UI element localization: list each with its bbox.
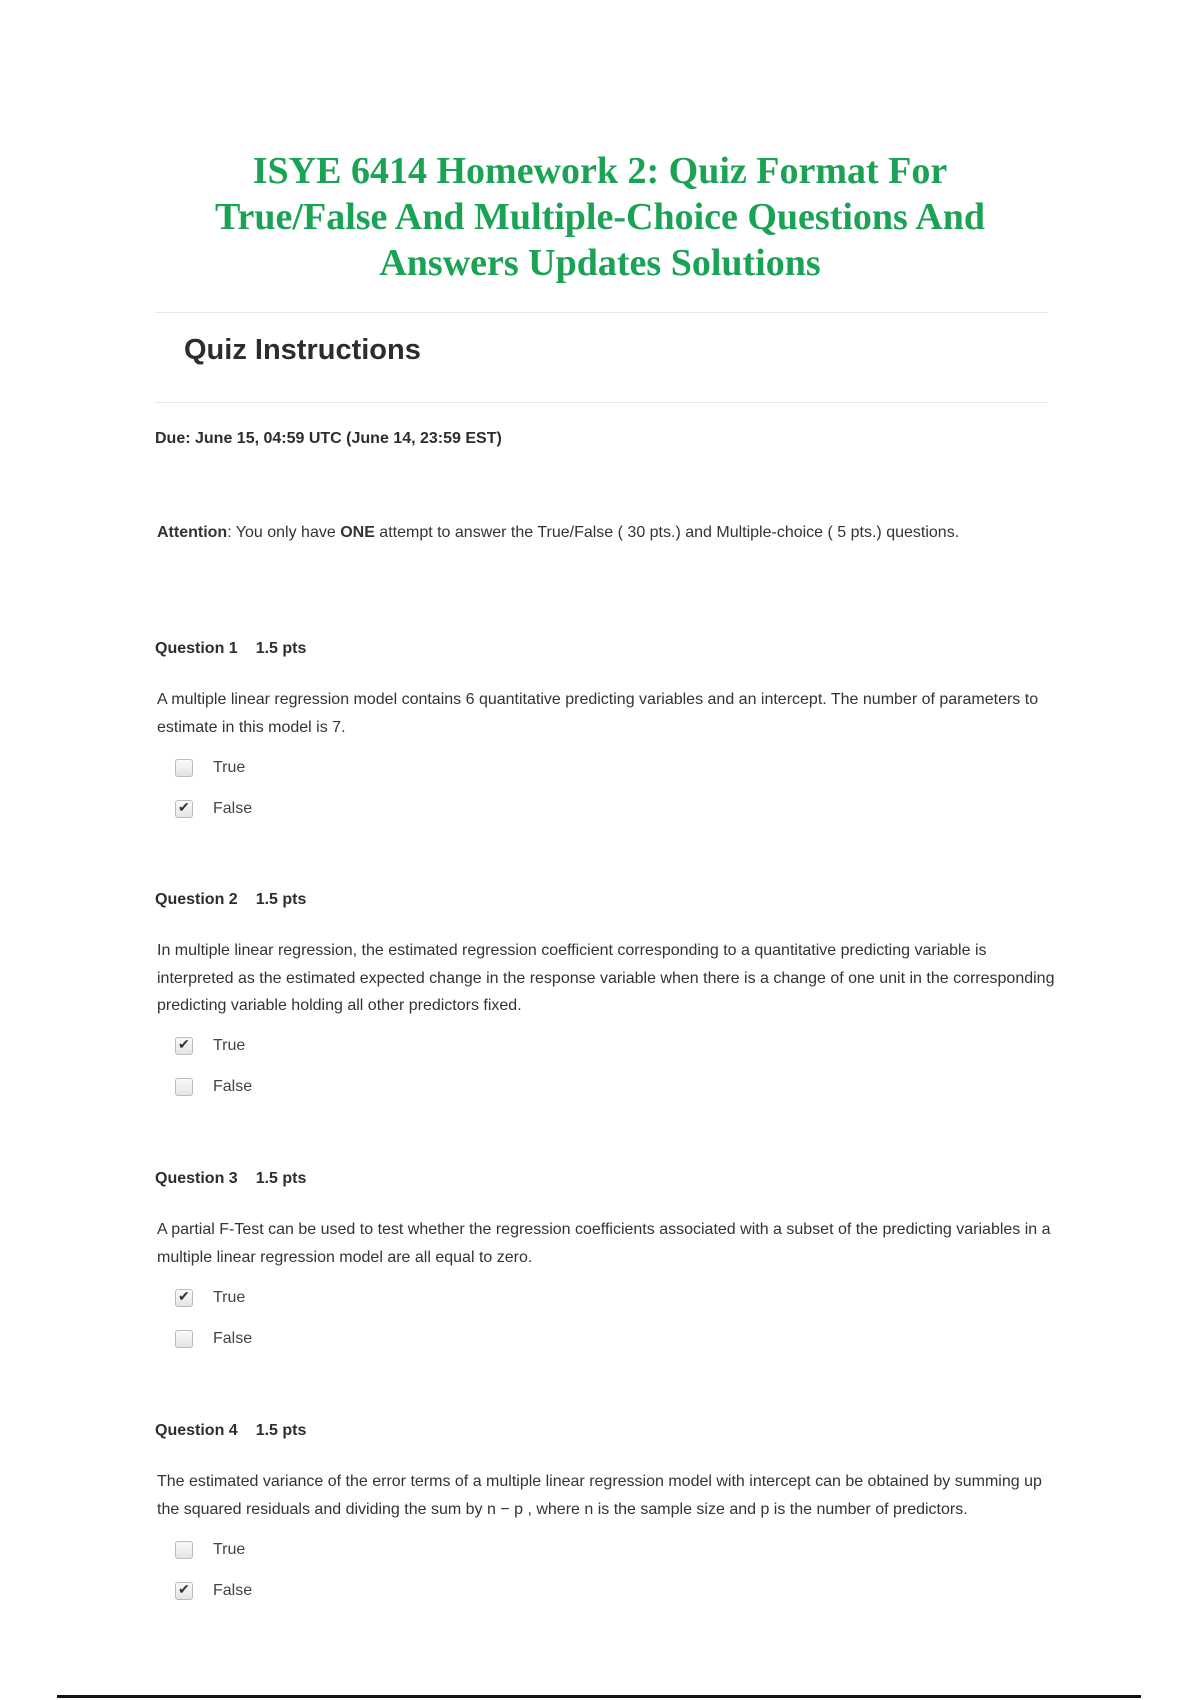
section-heading: Quiz Instructions bbox=[184, 334, 421, 366]
question-text: A partial F-Test can be used to test whether the regression coefficients associated with a subset of the predicting variables in a multiple linear regression model are all equal to zero. bbox=[157, 1221, 1051, 1266]
checkbox[interactable] bbox=[175, 1541, 193, 1559]
checkbox[interactable] bbox=[175, 1330, 193, 1348]
question-label: Question 4 bbox=[155, 1422, 238, 1439]
checkbox-checked[interactable] bbox=[175, 1289, 193, 1307]
option-true[interactable] bbox=[155, 1026, 1055, 1067]
title-line: ISYE 6414 Homework 2: Quiz Format For bbox=[252, 150, 948, 192]
option-label: False bbox=[213, 1581, 253, 1599]
checkbox-checked[interactable] bbox=[175, 1582, 193, 1600]
question-points: 1.5 pts bbox=[255, 640, 307, 657]
attention-text: : You only have bbox=[227, 524, 341, 541]
question-text: In multiple linear regression, the estimated regression coefficient corresponding to a quantitative predicting variable is interpreted as the estimated expected change in the response variable when there is a change of one unit in the corresponding predicting variable holding all other predictors fixed. bbox=[157, 942, 1055, 1014]
option-false[interactable] bbox=[155, 788, 1055, 829]
document-title bbox=[150, 148, 1050, 286]
question-label: Question 1 bbox=[155, 640, 238, 657]
checkbox[interactable] bbox=[175, 1078, 193, 1096]
question-text: A multiple linear regression model contains 6 quantitative predicting variables and an intercept. The number of parameters to estimate in this model is 7. bbox=[157, 691, 1039, 736]
divider bbox=[155, 402, 1048, 403]
option-label: False bbox=[213, 1078, 253, 1095]
attention-text: attempt to answer the True/False ( 30 pts.) and Multiple-choice ( 5 pts.) questions. bbox=[374, 524, 960, 541]
question-2 bbox=[155, 891, 1055, 1108]
title-line: True/False And Multiple-Choice Questions And bbox=[215, 196, 985, 238]
checkbox-checked[interactable] bbox=[175, 1037, 193, 1055]
question-points: 1.5 pts bbox=[255, 891, 307, 908]
attention-label: Attention bbox=[157, 524, 228, 541]
page-bottom-border bbox=[57, 1695, 1141, 1698]
question-label: Question 2 bbox=[155, 891, 238, 908]
checkbox[interactable] bbox=[175, 759, 193, 777]
option-true[interactable] bbox=[155, 1529, 1055, 1570]
question-text: The estimated variance of the error terms of a multiple linear regression model with intercept can be obtained by summing up the squared residuals and dividing the sum by n − p , where n is the sample size and p is the number of predictors. bbox=[157, 1473, 1042, 1518]
due-date: Due: June 15, 04:59 UTC (June 14, 23:59 EST) bbox=[155, 430, 502, 447]
attention-note bbox=[157, 519, 1037, 547]
option-label: True bbox=[213, 1288, 246, 1306]
option-label: False bbox=[213, 1329, 253, 1347]
question-points: 1.5 pts bbox=[255, 1170, 307, 1187]
divider bbox=[155, 312, 1048, 313]
attention-strong: ONE bbox=[340, 524, 375, 541]
option-label: True bbox=[213, 1540, 246, 1558]
option-false[interactable] bbox=[155, 1067, 1055, 1108]
question-1 bbox=[155, 640, 1055, 829]
option-label: True bbox=[213, 758, 246, 776]
option-true[interactable] bbox=[155, 1277, 1055, 1318]
question-points: 1.5 pts bbox=[255, 1422, 307, 1439]
checkbox-checked[interactable] bbox=[175, 800, 193, 818]
question-3 bbox=[155, 1170, 1055, 1359]
option-false[interactable] bbox=[155, 1570, 1055, 1611]
option-label: False bbox=[213, 799, 253, 817]
option-true[interactable] bbox=[155, 747, 1055, 788]
question-label: Question 3 bbox=[155, 1170, 238, 1187]
question-4 bbox=[155, 1422, 1055, 1611]
option-false[interactable] bbox=[155, 1318, 1055, 1359]
option-label: True bbox=[213, 1037, 246, 1054]
title-line: Answers Updates Solutions bbox=[379, 242, 821, 284]
